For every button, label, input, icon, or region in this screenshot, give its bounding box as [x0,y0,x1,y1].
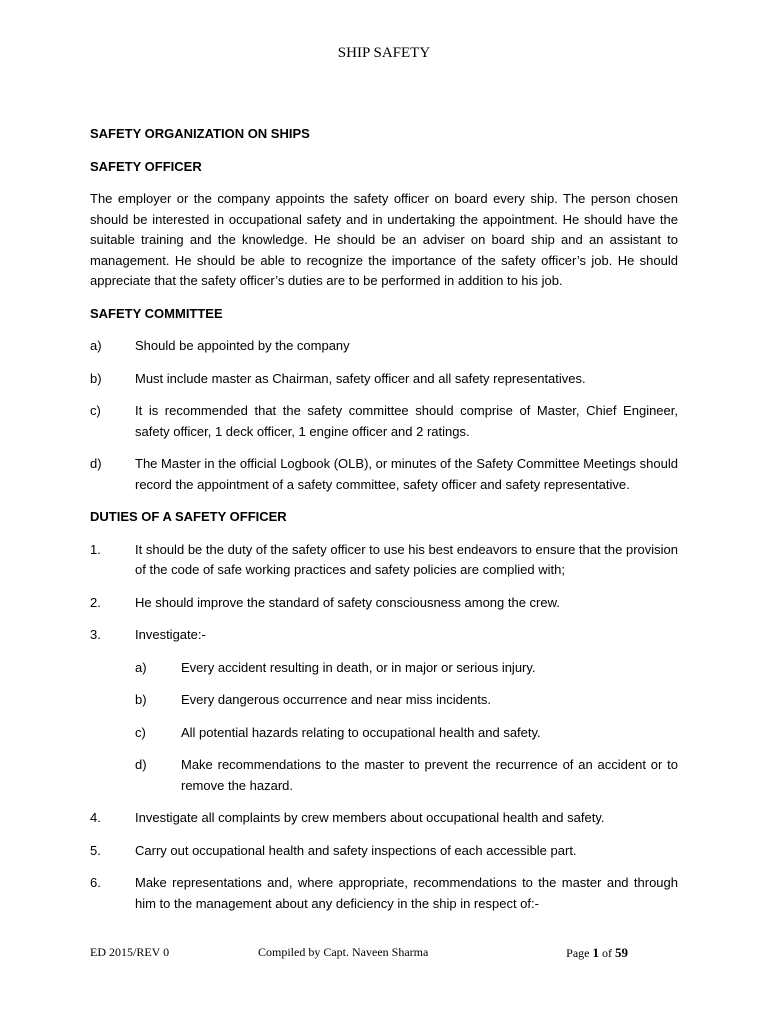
sub-list-item [135,690,678,711]
list-item-marker: c) [90,403,101,418]
list-item [90,625,678,646]
footer-page-number [566,945,628,961]
list-item-marker: 3. [90,627,101,642]
list-item-text: It is recommended that the safety committee should comprise of Master, Chief Engineer, safety officer, 1 deck officer, 1 engine officer and 2 ratings. [135,403,678,439]
list-item-marker: 5. [90,842,101,858]
section-heading-safety-officer: SAFETY OFFICER [90,158,202,174]
page-header-title: SHIP SAFETY [337,45,431,61]
sub-list-item [135,755,678,796]
list-item-text: The Master in the official Logbook (OLB), or minutes of the Safety Committee Meetings should record the appointment of a safety committee, safety officer and safety representative. [135,456,678,492]
list-item-marker: 6. [90,875,101,890]
section-heading-duties: DUTIES OF A SAFETY OFFICER [90,509,287,524]
list-item-marker: a) [90,338,102,353]
list-item-text: Make representations and, where appropriate, recommendations to the master and through him to the management about any deficiency in the ship in respect of:- [135,875,678,911]
list-item [90,593,678,614]
section-heading-organization: SAFETY ORGANIZATION ON SHIPS [90,126,310,141]
page-footer [90,945,678,965]
footer-page-of: of [602,946,612,960]
list-item-text: Investigate all complaints by crew members about occupational health and safety. [135,810,605,825]
section-heading-safety-committee: SAFETY COMMITTEE [90,305,223,321]
list-item [90,841,678,862]
sub-list-item-text: Every accident resulting in death, or in major or serious injury. [181,659,536,675]
sub-list-item-marker: b) [135,692,147,707]
document-body [90,124,678,926]
list-item-text: Carry out occupational health and safety inspections of each accessible part. [135,842,577,858]
sub-list-item-marker: c) [135,724,146,740]
footer-edition: ED 2015/REV 0 [90,945,170,959]
footer-page-total: 59 [615,945,628,960]
list-item [90,808,678,829]
list-item [90,540,678,581]
list-item-marker: 2. [90,594,101,610]
footer-page-word: Page [566,946,590,960]
sub-list-item-text: Every dangerous occurrence and near miss incidents. [181,692,491,707]
sub-list-item-marker: d) [135,757,147,772]
sub-list-item [135,723,678,744]
list-item-text: Investigate:- [135,627,206,642]
footer-compiled-by: Compiled by Capt. Naveen Sharma [258,945,429,959]
list-item-text: He should improve the standard of safety consciousness among the crew. [135,594,560,610]
list-item-text: It should be the duty of the safety officer to use his best endeavors to ensure that the provision of the code of safe working practices and safety policies are complied with; [135,541,678,577]
list-item [90,336,678,357]
sub-list-item-text: All potential hazards relating to occupational health and safety. [181,724,541,740]
sub-list-item [135,658,678,679]
list-item-text: Must include master as Chairman, safety officer and all safety representatives. [135,370,586,386]
list-item [90,873,678,914]
list-item-marker: 4. [90,810,101,825]
list-item-marker: b) [90,370,102,386]
list-item [90,369,678,390]
footer-page-current: 1 [592,945,599,960]
list-item-text: Should be appointed by the company [135,338,350,353]
safety-officer-paragraph: The employer or the company appoints the safety officer on board every ship. The person chosen should be interested in occupational safety and in undertaking the appointment. He should have the suitable training and the knowledge. He should be an adviser on board ship and an assistant to management. He should be able to recognize the importance of the safety officer’s job. He should appreciate that the safety officer’s duties are to be performed in addition to his job. [90,191,678,288]
list-item [90,401,678,442]
sub-list-item-text: Make recommendations to the master to prevent the recurrence of an accident or to remove the hazard. [181,757,678,793]
list-item-marker: 1. [90,541,101,557]
list-item [90,454,678,495]
list-item-marker: d) [90,456,102,471]
sub-list-item-marker: a) [135,659,147,675]
